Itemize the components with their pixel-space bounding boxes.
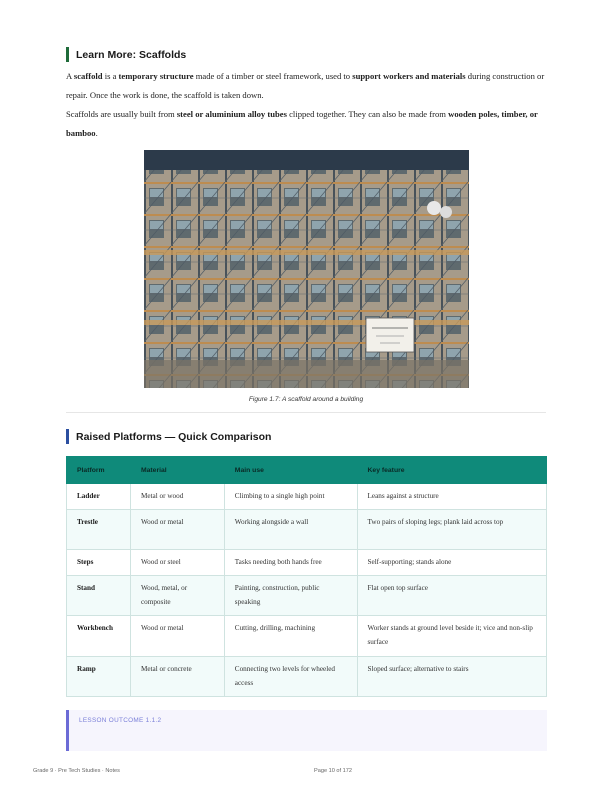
table-cell: Climbing to a single high point [224, 484, 357, 510]
platform-name: Trestle [67, 510, 131, 550]
table-cell: Sloped surface; alternative to stairs [357, 657, 547, 697]
bold-run: steel or aluminium alloy tubes [176, 109, 287, 119]
bold-run: support workers and materials [352, 71, 466, 81]
text-run: A [66, 71, 74, 81]
footer-course: Grade 9 · Pre Tech Studies · Notes [33, 768, 120, 774]
table-cell: Cutting, drilling, machining [224, 616, 357, 657]
footer-page-number: Page 10 of 172 [314, 768, 352, 774]
comparison-title: Raised Platforms — Quick Comparison [76, 430, 272, 443]
text-run: during construction or repair. Once the work is done, the scaffold is taken down. [66, 71, 545, 100]
scaffold-materials [66, 105, 546, 143]
platform-name: Workbench [67, 616, 131, 657]
table-cell: Two pairs of sloping legs; plank laid across top [357, 510, 547, 550]
lesson-outcome-label: LESSON OUTCOME 1.1.2 [79, 717, 162, 724]
text-run: is a [102, 71, 119, 81]
table-row [67, 616, 547, 657]
text-run: . [95, 128, 98, 138]
table-row [67, 576, 547, 616]
heading-accent-bar [66, 429, 69, 444]
table-cell: Connecting two levels for wheeled access [224, 657, 357, 697]
table-cell: Self-supporting; stands alone [357, 550, 547, 576]
column-header: Platform [67, 457, 131, 484]
text-run: Scaffolds are usually built from [66, 109, 177, 119]
table-cell: Worker stands at ground level beside it; vice and non-slip surface [357, 616, 547, 657]
learn-more-heading [66, 47, 186, 62]
table-header-row [67, 457, 547, 484]
table-cell: Leans against a structure [357, 484, 547, 510]
platform-name: Stand [67, 576, 131, 616]
figure-caption: Figure 1.7: A scaffold around a building [248, 396, 364, 403]
lesson-outcome-box [66, 710, 547, 751]
heading-accent-bar [66, 47, 69, 62]
platform-name: Steps [67, 550, 131, 576]
column-header: Key feature [357, 457, 547, 484]
table-cell: Tasks needing both hands free [224, 550, 357, 576]
bold-run: wooden poles, timber, or bamboo [66, 109, 538, 138]
table-cell: Wood, metal, or composite [130, 576, 224, 616]
column-header: Main use [224, 457, 357, 484]
table-cell: Flat open top surface [357, 576, 547, 616]
table-row [67, 657, 547, 697]
divider [66, 412, 546, 413]
scaffold-photo [144, 150, 469, 388]
table-row [67, 510, 547, 550]
bold-run: temporary structure [118, 71, 194, 81]
text-run: made of a timber or steel framework, used to [193, 71, 353, 81]
table-row [67, 550, 547, 576]
scaffold-illustration [144, 150, 469, 388]
platform-name: Ramp [67, 657, 131, 697]
table-cell: Wood or metal [130, 616, 224, 657]
table-row [67, 484, 547, 510]
comparison-heading [66, 429, 271, 444]
table-cell: Painting, construction, public speaking [224, 576, 357, 616]
table-cell: Working alongside a wall [224, 510, 357, 550]
learn-more-title: Learn More: Scaffolds [76, 48, 187, 61]
table-cell: Wood or metal [130, 510, 224, 550]
text-run: clipped together. They can also be made from [286, 109, 449, 119]
table-cell: Wood or steel [130, 550, 224, 576]
column-header: Material [130, 457, 224, 484]
platform-name: Ladder [67, 484, 131, 510]
bold-run: scaffold [73, 71, 103, 81]
platform-comparison-table [66, 456, 547, 697]
table-cell: Metal or concrete [130, 657, 224, 697]
scaffold-definition [66, 67, 546, 105]
table-cell: Metal or wood [130, 484, 224, 510]
